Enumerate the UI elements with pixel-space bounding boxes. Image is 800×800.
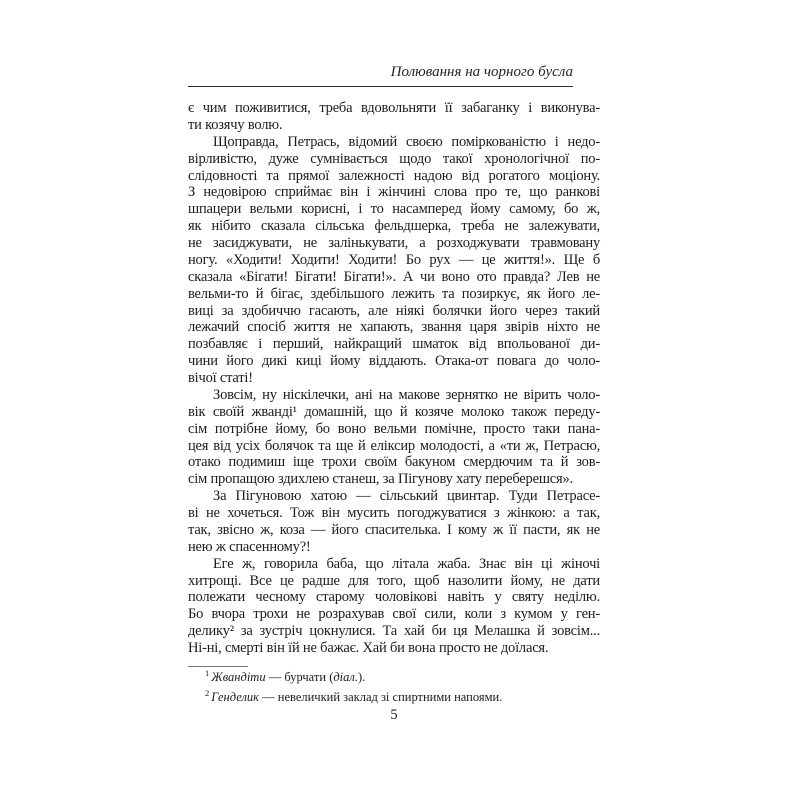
text-line: За Пігуновою хатою — сільський цвинтар. Туди Петрасе- xyxy=(213,488,600,505)
text-line: полежати чесному старому чоловікові навіть у святу неділю. xyxy=(188,589,600,606)
text-line: Ні-ні, смерті він їй не бажає. Хай би вона просто не доїлася. xyxy=(188,640,549,656)
footnote-text: ). xyxy=(357,670,366,684)
text-line: Бо вчора трохи не розрахував свої сили, коли з кумом у ген- xyxy=(188,606,600,623)
footnote-marker: 2 xyxy=(205,687,210,698)
footnote-text: Генделик xyxy=(211,690,259,704)
text-line: сім пропащою здихлею станеш, за Пігунову хату переберешся». xyxy=(188,471,573,488)
footnote-text: — невеличкий заклад зі спиртними напоями. xyxy=(259,690,503,704)
text-line: Еге ж, говорила баба, що літала жаба. Знає він ці жіночі xyxy=(213,555,600,572)
footnote-marker: 1 xyxy=(205,667,210,678)
text-line: виці за здобиччю гасають, але ніякі болячки його через такий xyxy=(188,302,600,319)
text-line: вельми-то й бігає, здебільшого лежить та позиркує, як його ле- xyxy=(188,285,600,302)
text-line: цея від усіх болячок та ще й еліксир молодості, а «ти ж, Петрасю, xyxy=(188,437,600,454)
running-header xyxy=(188,63,573,87)
text-line: вірливістю, дуже сумнівається щодо такої хронологічної по- xyxy=(188,150,600,167)
footnote-text: — бурчати ( xyxy=(265,670,334,684)
text-line: шпацери вельми корисні, і то насамперед йому самому, бо ж, xyxy=(188,201,600,218)
text-line: сказала «Бігати! Бігати! Бігати!». А чи воно ото правда? Лев не xyxy=(188,268,600,285)
text-line: так, звісно ж, коза — його спасителька. І кому ж її пасти, як не xyxy=(188,521,600,538)
text-line: як нібито сказала сільська фельдшерка, треба не залежувати, xyxy=(188,218,600,235)
text-line: є чим поживитися, треба вдовольняти її забаганку і виконува- xyxy=(188,100,600,116)
footnote-text: діал. xyxy=(333,670,358,684)
page-number: 5 xyxy=(390,707,398,723)
text-line: З недовірою сприймає він і жінчині слова про те, що ранкові xyxy=(188,184,600,201)
text-line: делику² за зустріч цокнулися. Та хай би ця Мелашка й зовсім... xyxy=(188,623,600,640)
text-line: лежачий спосіб життя не хапають, звання царя звірів ніхто не xyxy=(188,319,600,336)
text-line: нею ж спасенному?! xyxy=(188,538,311,555)
text-line: хитрощі. Все це радше для того, щоб назолити йому, не дати xyxy=(188,572,600,589)
text-line: сім потрібне йому, бо воно вельми помічне, просто таки пана- xyxy=(188,420,600,437)
text-line: ногу. «Ходити! Ходити! Ходити! Бо рух — це життя!». Ще б xyxy=(188,251,600,268)
footnotes xyxy=(188,667,600,707)
text-line: ти козячу волю. xyxy=(188,116,283,133)
footnote xyxy=(188,667,600,687)
footnote-text: Жвандіти xyxy=(211,670,266,684)
text-line: позбавляє і перший, найкращий шматок від впольованої ди- xyxy=(188,336,600,353)
text-line: Щоправда, Петрась, відомий своєю поміркованістю і недо- xyxy=(213,133,600,150)
text-line: ві не хочеться. Тож він мусить погоджуватися з жінкою: а так, xyxy=(188,505,600,521)
running-header-title: Полювання на чорного бусла xyxy=(390,64,573,80)
text-line: отако подимиш іще трохи своїм бакуном смердючим та й зов- xyxy=(188,454,600,471)
text-line: Зовсім, ну ніскілечки, ані на макове зернятко не вірить чоло- xyxy=(213,386,600,403)
body-text xyxy=(188,100,600,657)
text-line: вік своїй жванді¹ домашній, що й козяче молоко також переду- xyxy=(188,403,600,420)
text-line: вічої статі! xyxy=(188,370,253,386)
footnote xyxy=(188,687,600,707)
text-line: чини його дикі киці йому віддають. Отака-от повага до чоло- xyxy=(188,353,600,370)
text-line: не засиджувати, не залінькувати, а розходжувати травмовану xyxy=(188,235,600,251)
text-line: слідовності та прямої залежності надою від рогатого моціону. xyxy=(188,167,600,184)
